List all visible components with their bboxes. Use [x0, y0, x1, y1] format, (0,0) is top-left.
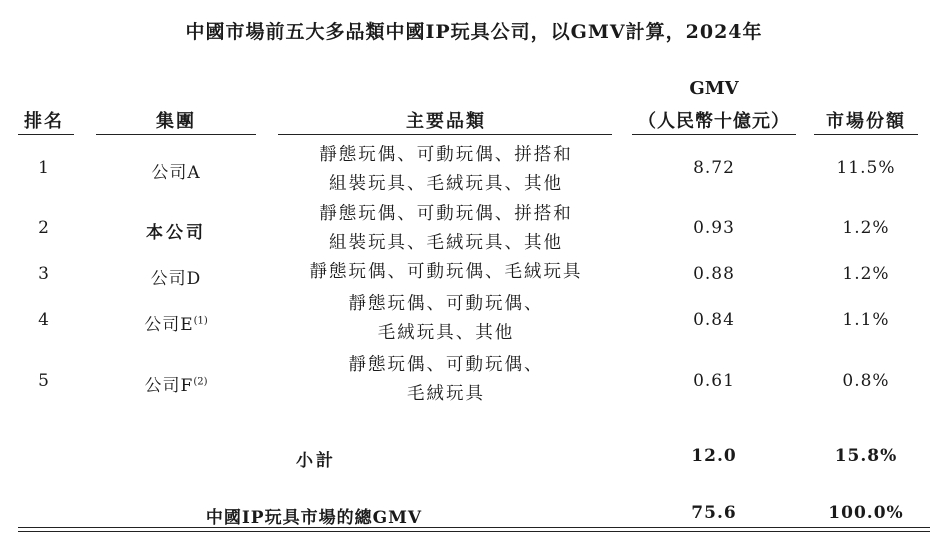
row4-rank: 4 [38, 310, 50, 330]
row5-group-name: 公司F [144, 376, 194, 396]
header-group: 集團 [156, 111, 196, 132]
total-gmv: 75.6 [691, 503, 737, 523]
row2-group: 本公司 [146, 223, 206, 243]
row1-share: 11.5% [836, 158, 896, 178]
row1-category-line1: 靜態玩偶、可動玩偶、拼搭和 [319, 145, 573, 165]
subtotal-share: 15.8% [834, 446, 898, 466]
row3-rank: 3 [38, 264, 50, 284]
header-rule-gmv [632, 134, 796, 135]
subtotal-gmv: 12.0 [691, 446, 737, 466]
row5-group [96, 371, 256, 396]
total-label: 中國IP玩具市場的總GMV [205, 508, 423, 528]
row4-category-line2: 毛絨玩具、其他 [377, 323, 515, 343]
row3-group: 公司D [150, 269, 202, 289]
row3-category [278, 258, 614, 287]
header-category: 主要品類 [406, 111, 486, 132]
header-rule-group [96, 134, 256, 135]
row2-category-line1: 靜態玩偶、可動玩偶、拼搭和 [319, 204, 573, 224]
row4-gmv: 0.84 [693, 310, 735, 330]
row1-rank: 1 [38, 158, 50, 178]
subtotal-label: 小計 [296, 451, 336, 471]
row4-group-name: 公司E [144, 315, 194, 335]
row5-footnote-marker: (2) [193, 376, 208, 388]
header-rank: 排名 [24, 111, 64, 132]
bottom-rule-top [18, 527, 930, 528]
row5-rank: 5 [38, 371, 50, 391]
row5-gmv: 0.61 [693, 371, 735, 391]
row3-gmv: 0.88 [693, 264, 735, 284]
row2-category [278, 200, 614, 258]
header-rule-share [814, 134, 918, 135]
row2-category-line2: 組裝玩具、毛絨玩具、其他 [329, 233, 563, 253]
row5-category-line2: 毛絨玩具 [407, 384, 485, 404]
row4-category [278, 290, 614, 348]
header-gmv-line1: GMV [689, 78, 739, 99]
row2-gmv: 0.93 [693, 218, 735, 238]
row5-category-line1: 靜態玩偶、可動玩偶、 [348, 355, 544, 375]
header-rule-rank [18, 134, 74, 135]
total-share: 100.0% [828, 503, 904, 523]
bottom-rule-bottom [18, 531, 930, 532]
row1-gmv: 8.72 [693, 158, 735, 178]
row2-share: 1.2% [842, 218, 890, 238]
header-gmv-line2: （人民幣十億元） [638, 111, 790, 132]
row3-share: 1.2% [842, 264, 890, 284]
row1-category [278, 141, 614, 199]
row1-group: 公司A [151, 163, 201, 183]
row5-category [278, 351, 614, 409]
row3-category-line1: 靜態玩偶、可動玩偶、毛絨玩具 [309, 262, 583, 282]
row5-share: 0.8% [842, 371, 890, 391]
header-share: 市場份額 [826, 111, 906, 132]
row4-category-line1: 靜態玩偶、可動玩偶、 [348, 294, 544, 314]
header-rule-category [278, 134, 612, 135]
row4-group [96, 310, 256, 335]
row2-rank: 2 [38, 218, 50, 238]
row4-footnote-marker: (1) [193, 315, 208, 327]
table-title: 中國市場前五大多品類中國IP玩具公司，以GMV計算，2024年 [185, 21, 763, 43]
row1-category-line2: 組裝玩具、毛絨玩具、其他 [329, 174, 563, 194]
row4-share: 1.1% [842, 310, 890, 330]
